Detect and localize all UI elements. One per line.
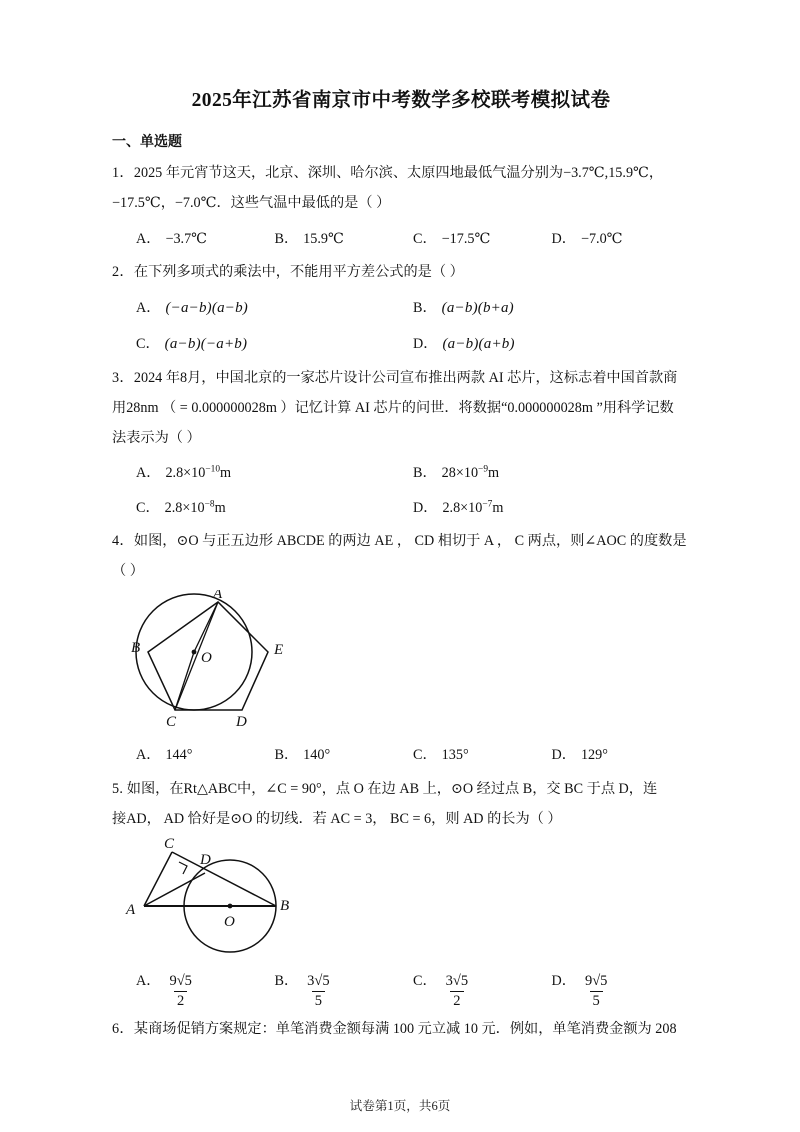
question-2-options-row-1	[112, 293, 690, 323]
unit: m	[220, 465, 232, 482]
label-C: C	[166, 714, 177, 731]
option-label: D．	[413, 499, 438, 516]
numerator: 9√5	[169, 973, 192, 990]
question-3-line-2: 用28nm （ = 0.000000028m ）记忆计算 AI 芯片的问世．将数据“0.000000028m ”用科学记数	[112, 400, 674, 417]
option-value: (a−b)(a+b)	[442, 336, 515, 353]
question-4-line-1	[112, 526, 690, 556]
option-label: A．	[136, 465, 161, 482]
question-4	[112, 526, 690, 770]
option-label: D．	[551, 973, 576, 990]
option-value	[443, 974, 471, 1010]
question-3-option-d[interactable]	[413, 494, 690, 522]
exponent: −7	[482, 499, 493, 510]
option-value: 140°	[303, 747, 331, 764]
option-label: B．	[274, 230, 299, 247]
question-4-text-1: 如图，⊙O 与正五边形 ABCDE 的两边 AE ， CD 相切于 A ， C 两点，则∠AOC 的度数是	[133, 533, 687, 550]
option-label: C．	[413, 230, 437, 247]
denominator: 2	[450, 991, 463, 1010]
question-1-options	[112, 225, 690, 253]
numerator: 9√5	[584, 973, 608, 990]
mantissa: 2.8×10	[164, 499, 205, 516]
option-value: −7.0℃	[580, 230, 623, 247]
question-5-option-a[interactable]	[136, 967, 275, 1010]
question-3-option-c[interactable]	[136, 494, 413, 522]
center-point-O	[228, 904, 233, 909]
unit: m	[492, 499, 504, 516]
question-2-text-1: 在下列多项式的乘法中，不能用平方差公式的是（ ）	[133, 263, 464, 280]
option-label: A．	[136, 230, 161, 247]
label-A: A	[213, 590, 223, 603]
label-D: D	[200, 852, 211, 869]
option-label: D．	[551, 230, 576, 247]
option-value: −3.7℃	[165, 230, 208, 247]
option-value: −17.5℃	[441, 230, 491, 247]
label-O: O	[201, 650, 212, 667]
label-B: B	[280, 898, 290, 915]
question-5-line-1	[112, 774, 690, 804]
question-2-option-c[interactable]	[136, 329, 413, 359]
page-title: 2025年江苏省南京市中考数学多校联考模拟试卷	[191, 90, 611, 111]
label-O: O	[224, 914, 235, 931]
question-1-line-1	[112, 158, 690, 188]
section-heading: 一、单选题	[112, 135, 182, 151]
question-5-options	[112, 967, 690, 1010]
option-label: B．	[274, 747, 299, 764]
question-2	[112, 257, 690, 359]
question-6-number: 6．	[112, 1021, 134, 1038]
question-1-option-d[interactable]	[552, 225, 691, 253]
denominator: 5	[312, 991, 325, 1010]
question-2-line-1	[112, 257, 690, 287]
question-4-line-2: （ ）	[112, 563, 144, 580]
option-value	[304, 974, 332, 1010]
question-6-text-1: 某商场促销方案规定：单笔消费金额每满 100 元立减 10 元．例如，单笔消费金额为 208	[133, 1021, 677, 1038]
center-point-O	[192, 650, 197, 655]
question-3-option-a[interactable]	[136, 459, 413, 487]
option-value	[442, 459, 499, 487]
numerator: 3√5	[445, 973, 469, 990]
question-2-options-row-2	[112, 329, 690, 359]
mantissa: 2.8×10	[165, 465, 206, 482]
question-1	[112, 158, 690, 253]
circle-inscribed-pentagon-svg	[122, 590, 332, 730]
question-3-options-row-2	[112, 494, 690, 522]
option-value	[165, 459, 231, 487]
question-4-option-c[interactable]	[413, 741, 552, 769]
question-5-line-2: 接AD， AD 恰好是⊙O 的切线．若 AC = 3， BC = 6，则 AD 的长为（ ）	[112, 810, 562, 827]
option-value	[442, 494, 503, 522]
option-label: A．	[136, 747, 161, 764]
option-label: B．	[274, 973, 299, 990]
option-label: C．	[136, 336, 160, 353]
question-3-option-b[interactable]	[413, 459, 690, 487]
question-5-text-1: 如图，在Rt△ABC中，∠C = 90°，点 O 在边 AB 上，⊙O 经过点 B，交 BC 于点 D，连	[126, 780, 658, 797]
unit: m	[488, 465, 500, 482]
question-5-option-c[interactable]	[413, 967, 552, 1010]
question-6	[112, 1014, 690, 1044]
question-1-line-2: −17.5℃，−7.0℃．这些气温中最低的是（ ）	[112, 195, 391, 212]
question-1-option-b[interactable]	[275, 225, 414, 253]
right-triangle-with-circle-svg	[122, 838, 337, 956]
question-4-option-d[interactable]	[552, 741, 691, 769]
option-label: C．	[413, 973, 437, 990]
label-D: D	[236, 714, 247, 731]
question-3	[112, 363, 690, 522]
option-value: 15.9℃	[303, 230, 344, 247]
mantissa: 2.8×10	[442, 499, 483, 516]
option-label: B．	[413, 300, 437, 317]
page-footer: 试卷第1页，共6页	[349, 1099, 451, 1113]
label-E: E	[274, 642, 284, 659]
label-B: B	[131, 640, 141, 657]
right-angle-marker	[179, 862, 187, 874]
question-1-number: 1．	[112, 165, 134, 182]
question-1-option-c[interactable]	[413, 225, 552, 253]
option-value: 129°	[580, 747, 608, 764]
question-1-text-1: 2025 年元宵节这天，北京、深圳、哈尔滨、太原四地最低气温分别为−3.7℃,15.9℃，	[133, 165, 664, 182]
page-content	[112, 88, 690, 1047]
exponent: −10	[205, 464, 221, 475]
question-3-text-1: 2024 年8月，中国北京的一家芯片设计公司宣布推出两款 AI 芯片，这标志着中国首款商	[133, 370, 678, 387]
option-value: (a−b)(−a+b)	[164, 336, 248, 353]
option-label: B．	[413, 465, 437, 482]
option-value: (a−b)(b+a)	[441, 300, 514, 317]
option-value	[582, 974, 610, 1010]
question-2-option-d[interactable]	[413, 329, 690, 359]
segment-OC	[175, 652, 194, 710]
exponent: −9	[478, 464, 489, 475]
option-value: 135°	[441, 747, 469, 764]
label-C: C	[164, 838, 175, 853]
denominator: 5	[590, 991, 603, 1010]
numerator: 3√5	[307, 973, 330, 990]
question-4-option-b[interactable]	[275, 741, 414, 769]
question-5-option-b[interactable]	[275, 967, 414, 1010]
question-4-number: 4．	[112, 533, 134, 550]
question-2-number: 2．	[112, 263, 134, 280]
option-value: 144°	[165, 747, 193, 764]
exponent: −8	[204, 499, 215, 510]
question-5	[112, 774, 690, 1011]
question-3-line-3: 法表示为（ ）	[112, 430, 201, 447]
question-1-option-a[interactable]	[136, 225, 275, 253]
question-2-option-a[interactable]	[136, 293, 413, 323]
question-5-number: 5.	[112, 780, 124, 797]
option-label: D．	[551, 747, 576, 764]
option-label: A．	[136, 973, 161, 990]
question-3-options-row-1	[112, 459, 690, 487]
option-label: C．	[413, 747, 437, 764]
question-4-option-a[interactable]	[136, 741, 275, 769]
option-value: (−a−b)(a−b)	[165, 300, 248, 317]
label-A: A	[126, 902, 136, 919]
question-5-option-d[interactable]	[552, 967, 691, 1010]
option-value	[165, 494, 226, 522]
question-3-number: 3．	[112, 370, 134, 387]
question-4-options	[112, 741, 690, 769]
unit: m	[214, 499, 226, 516]
question-2-option-b[interactable]	[413, 293, 690, 323]
denominator: 2	[174, 991, 187, 1010]
mantissa: 28×10	[441, 465, 479, 482]
option-label: D．	[413, 336, 438, 353]
option-value	[166, 974, 194, 1010]
option-label: C．	[136, 499, 160, 516]
question-4-figure	[112, 590, 690, 735]
question-6-line-1	[112, 1014, 690, 1044]
question-5-figure	[112, 838, 690, 961]
question-3-line-1	[112, 363, 690, 393]
option-label: A．	[136, 300, 161, 317]
